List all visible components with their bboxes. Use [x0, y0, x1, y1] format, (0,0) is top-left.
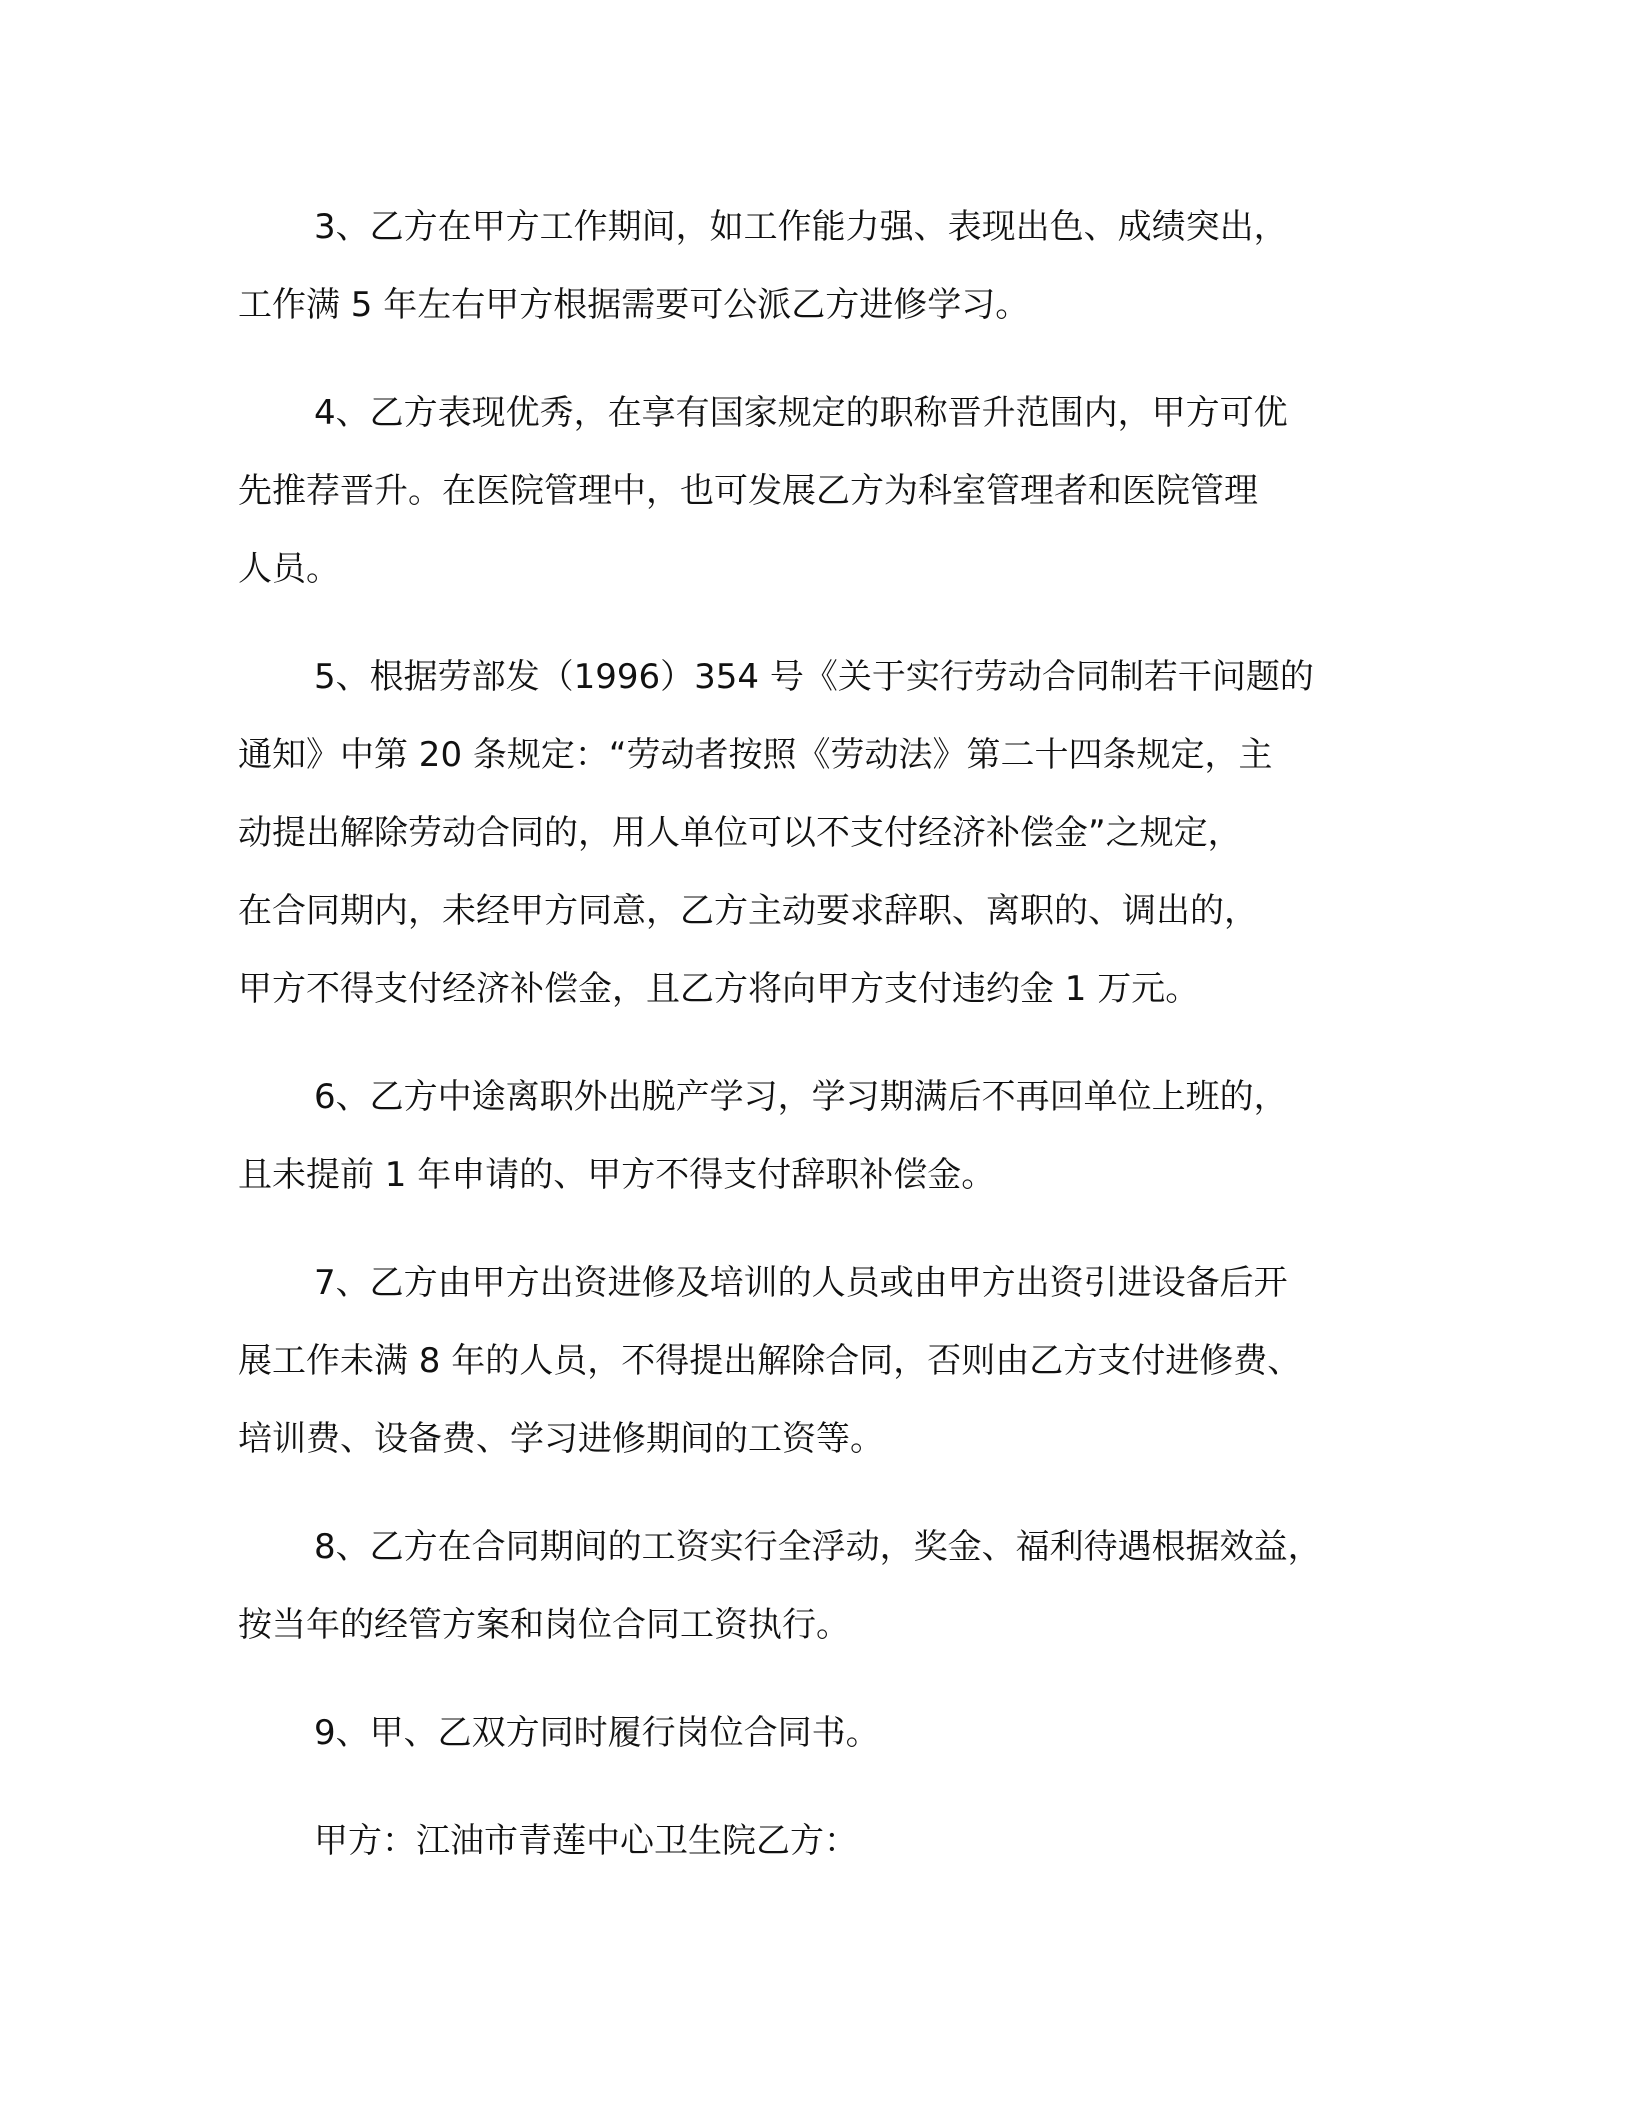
signature-line [238, 1802, 1398, 1880]
clause-9 [238, 1694, 1398, 1772]
clause-8-line-1: 8、乙方在合同期间的工资实行全浮动，奖金、福利待遇根据效益， [314, 1527, 1322, 1567]
clause-6-line-1: 6、乙方中途离职外出脱产学习，学习期满后不再回单位上班的， [314, 1077, 1288, 1117]
clause-4-line-2: 先推荐晋升。在医院管理中，也可发展乙方为科室管理者和医院管理 [238, 471, 1258, 511]
clause-6 [238, 1058, 1398, 1214]
clause-7-line-3: 培训费、设备费、学习进修期间的工资等。 [238, 1419, 884, 1459]
clause-5-line-3: 动提出解除劳动合同的，用人单位可以不支付经济补偿金”之规定， [238, 813, 1242, 853]
clause-7-line-2: 展工作未满 8 年的人员，不得提出解除合同，否则由乙方支付进修费、 [238, 1341, 1302, 1381]
clause-5-line-2: 通知》中第 20 条规定：“劳动者按照《劳动法》第二十四条规定，主 [238, 735, 1273, 775]
clause-5-line-5: 甲方不得支付经济补偿金，且乙方将向甲方支付违约金 1 万元。 [238, 969, 1200, 1009]
contract-text [238, 188, 1398, 1910]
clause-5-line-1: 5、根据劳部发（1996）354 号《关于实行劳动合同制若干问题的 [314, 657, 1314, 697]
party-a-party-b-signature-text: 甲方：江油市青莲中心卫生院乙方： [314, 1821, 858, 1861]
clause-4-line-3: 人员。 [238, 549, 340, 589]
clause-4 [238, 374, 1398, 608]
clause-5 [238, 638, 1398, 1028]
clause-9-line-1: 9、甲、乙双方同时履行岗位合同书。 [314, 1713, 880, 1753]
clause-8 [238, 1508, 1398, 1664]
clause-5-line-4: 在合同期内，未经甲方同意，乙方主动要求辞职、离职的、调出的， [238, 891, 1258, 931]
clause-3-line-2: 工作满 5 年左右甲方根据需要可公派乙方进修学习。 [238, 285, 1030, 325]
clause-7 [238, 1244, 1398, 1478]
clause-3-line-1: 3、乙方在甲方工作期间，如工作能力强、表现出色、成绩突出， [314, 207, 1288, 247]
clause-7-line-1: 7、乙方由甲方出资进修及培训的人员或由甲方出资引进设备后开 [314, 1263, 1288, 1303]
clause-6-line-2: 且未提前 1 年申请的、甲方不得支付辞职补偿金。 [238, 1155, 996, 1195]
clause-4-line-1: 4、乙方表现优秀，在享有国家规定的职称晋升范围内，甲方可优 [314, 393, 1288, 433]
clause-3 [238, 188, 1398, 344]
clause-8-line-2: 按当年的经管方案和岗位合同工资执行。 [238, 1605, 850, 1645]
